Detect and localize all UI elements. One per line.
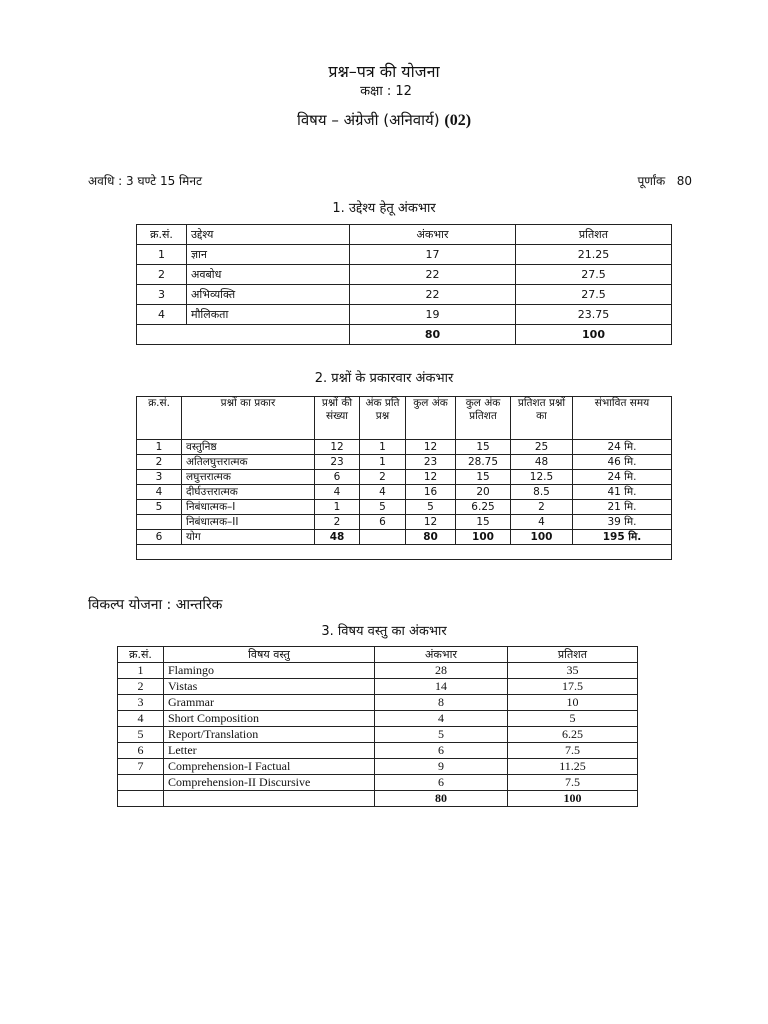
cell: 27.5 [516,285,672,305]
cell: 22 [350,265,516,285]
cell: 48 [315,530,360,545]
cell: 48 [511,455,573,470]
cell: 15 [456,470,511,485]
cell: 25 [511,440,573,455]
total-marks: 80 [375,791,508,807]
col-header: उद्देश्य [187,225,350,245]
cell: लघुत्तरात्मक [182,470,315,485]
table-row [118,743,638,759]
question-types-table [136,396,672,560]
cell: 35 [508,663,638,679]
cell: 10 [508,695,638,711]
table-header-row [137,225,672,245]
cell: 28.75 [456,455,511,470]
col-header: अंक प्रति प्रश्न [360,397,406,440]
cell: 16 [406,485,456,500]
table-row [137,470,672,485]
cell: 22 [350,285,516,305]
subject-code: (02) [444,112,472,129]
col-header: प्रतिशत [508,647,638,663]
cell [137,515,182,530]
cell: 4 [375,711,508,727]
cell: Letter [164,743,375,759]
cell: 41 मि. [573,485,672,500]
cell: 9 [375,759,508,775]
cell: 2 [137,265,187,285]
full-marks-value: 80 [676,174,692,188]
table-row [118,695,638,711]
cell: 23 [406,455,456,470]
cell: 24 मि. [573,470,672,485]
cell: Vistas [164,679,375,695]
cell: 2 [315,515,360,530]
cell: 4 [511,515,573,530]
cell: 15 [456,440,511,455]
total-marks: 80 [350,325,516,345]
full-marks-label: पूर्णांक [637,174,666,188]
cell: 6.25 [508,727,638,743]
content-table [117,646,638,807]
table-header-row [137,397,672,440]
cell: 6 [118,743,164,759]
cell: 4 [360,485,406,500]
cell: 15 [456,515,511,530]
cell: 1 [137,245,187,265]
cell: 21 मि. [573,500,672,515]
table-header-row [118,647,638,663]
col-header: प्रश्नों की संख्या [315,397,360,440]
cell: 46 मि. [573,455,672,470]
col-header: क्र.सं. [137,225,187,245]
cell: 6 [375,743,508,759]
total-row [137,530,672,545]
cell: 28 [375,663,508,679]
table-row [137,265,672,285]
cell: 2 [511,500,573,515]
section2-heading: 2. प्रश्नों के प्रकारवार अंकभार [314,371,454,386]
cell: 100 [456,530,511,545]
cell: अतिलघुत्तरात्मक [182,455,315,470]
cell: 20 [456,485,511,500]
cell: 8.5 [511,485,573,500]
cell: 1 [360,455,406,470]
cell: 100 [511,530,573,545]
cell: अभिव्यक्ति [187,285,350,305]
col-header: प्रश्नों का प्रकार [182,397,315,440]
cell: 2 [360,470,406,485]
cell: 5 [360,500,406,515]
cell: वस्तुनिष्ठ [182,440,315,455]
cell: 5 [375,727,508,743]
cell: 11.25 [508,759,638,775]
table-row [137,440,672,455]
cell: 4 [137,485,182,500]
table-row [137,500,672,515]
cell: 6.25 [456,500,511,515]
cell: 23 [315,455,360,470]
page-title: प्रश्न–पत्र की योजना [328,62,440,81]
cell: 12 [315,440,360,455]
table-row [118,663,638,679]
cell: Comprehension-II Discursive [164,775,375,791]
cell: Grammar [164,695,375,711]
blank-row [137,545,672,560]
table-row [137,305,672,325]
total-percent: 100 [508,791,638,807]
cell: 5 [406,500,456,515]
cell: 7.5 [508,743,638,759]
cell: योग [182,530,315,545]
table-row [137,285,672,305]
col-header: कुल अंक [406,397,456,440]
cell: निबंधात्मक–II [182,515,315,530]
cell [164,791,375,807]
cell: 6 [315,470,360,485]
cell: निबंधात्मक–I [182,500,315,515]
objectives-table [136,224,672,345]
subject-line [0,110,768,130]
cell: 6 [360,515,406,530]
cell: 7.5 [508,775,638,791]
col-header: अंकभार [350,225,516,245]
cell: 12.5 [511,470,573,485]
section3-heading: 3. विषय वस्तु का अंकभार [321,624,447,639]
cell: 8 [375,695,508,711]
cell: 14 [375,679,508,695]
cell: 1 [315,500,360,515]
cell [137,325,350,345]
total-row [118,791,638,807]
cell [118,791,164,807]
cell: 195 मि. [573,530,672,545]
cell [118,775,164,791]
cell: 21.25 [516,245,672,265]
cell: 17 [350,245,516,265]
cell: दीर्घउत्तरात्मक [182,485,315,500]
table-row [137,245,672,265]
cell: 5 [508,711,638,727]
col-header: कुल अंक प्रतिशत [456,397,511,440]
col-header: क्र.सं. [137,397,182,440]
cell: 27.5 [516,265,672,285]
cell: 12 [406,515,456,530]
cell [360,530,406,545]
cell: 2 [137,455,182,470]
cell: 4 [118,711,164,727]
subject-name: विषय – अंग्रेजी (अनिवार्य) [296,111,440,129]
cell: 5 [137,500,182,515]
col-header: प्रतिशत [516,225,672,245]
cell: Comprehension-I Factual [164,759,375,775]
cell: 39 मि. [573,515,672,530]
cell: Report/Translation [164,727,375,743]
table-row [137,515,672,530]
table-row [137,455,672,470]
total-percent: 100 [516,325,672,345]
table-row [118,711,638,727]
cell: 4 [137,305,187,325]
cell: 5 [118,727,164,743]
cell: 80 [406,530,456,545]
cell: Flamingo [164,663,375,679]
col-header: क्र.सं. [118,647,164,663]
cell: Short Composition [164,711,375,727]
section1-heading: 1. उद्देश्य हेतू अंकभार [332,201,436,216]
cell: अवबोध [187,265,350,285]
cell [137,545,672,560]
cell: 19 [350,305,516,325]
cell: ज्ञान [187,245,350,265]
cell: 3 [137,470,182,485]
table-row [118,759,638,775]
table-row [118,679,638,695]
cell: 1 [360,440,406,455]
cell: 12 [406,440,456,455]
cell: 3 [118,695,164,711]
cell: 17.5 [508,679,638,695]
table-row [118,727,638,743]
col-header: प्रतिशत प्रश्नों का [511,397,573,440]
col-header: विषय वस्तु [164,647,375,663]
option-scheme: विकल्प योजना : आन्तरिक [88,597,223,613]
cell: 7 [118,759,164,775]
cell: 6 [375,775,508,791]
col-header: अंकभार [375,647,508,663]
cell: 4 [315,485,360,500]
table-row [137,485,672,500]
total-row [137,325,672,345]
cell: मौलिकता [187,305,350,325]
cell: 23.75 [516,305,672,325]
table-row [118,775,638,791]
class-line: कक्षा : 12 [360,84,412,99]
cell: 1 [137,440,182,455]
duration: अवधि : 3 घण्टे 15 मिनट [88,174,203,188]
cell: 1 [118,663,164,679]
cell: 2 [118,679,164,695]
col-header: संभावित समय [573,397,672,440]
cell: 12 [406,470,456,485]
cell: 3 [137,285,187,305]
full-marks [637,172,692,189]
cell: 24 मि. [573,440,672,455]
cell: 6 [137,530,182,545]
